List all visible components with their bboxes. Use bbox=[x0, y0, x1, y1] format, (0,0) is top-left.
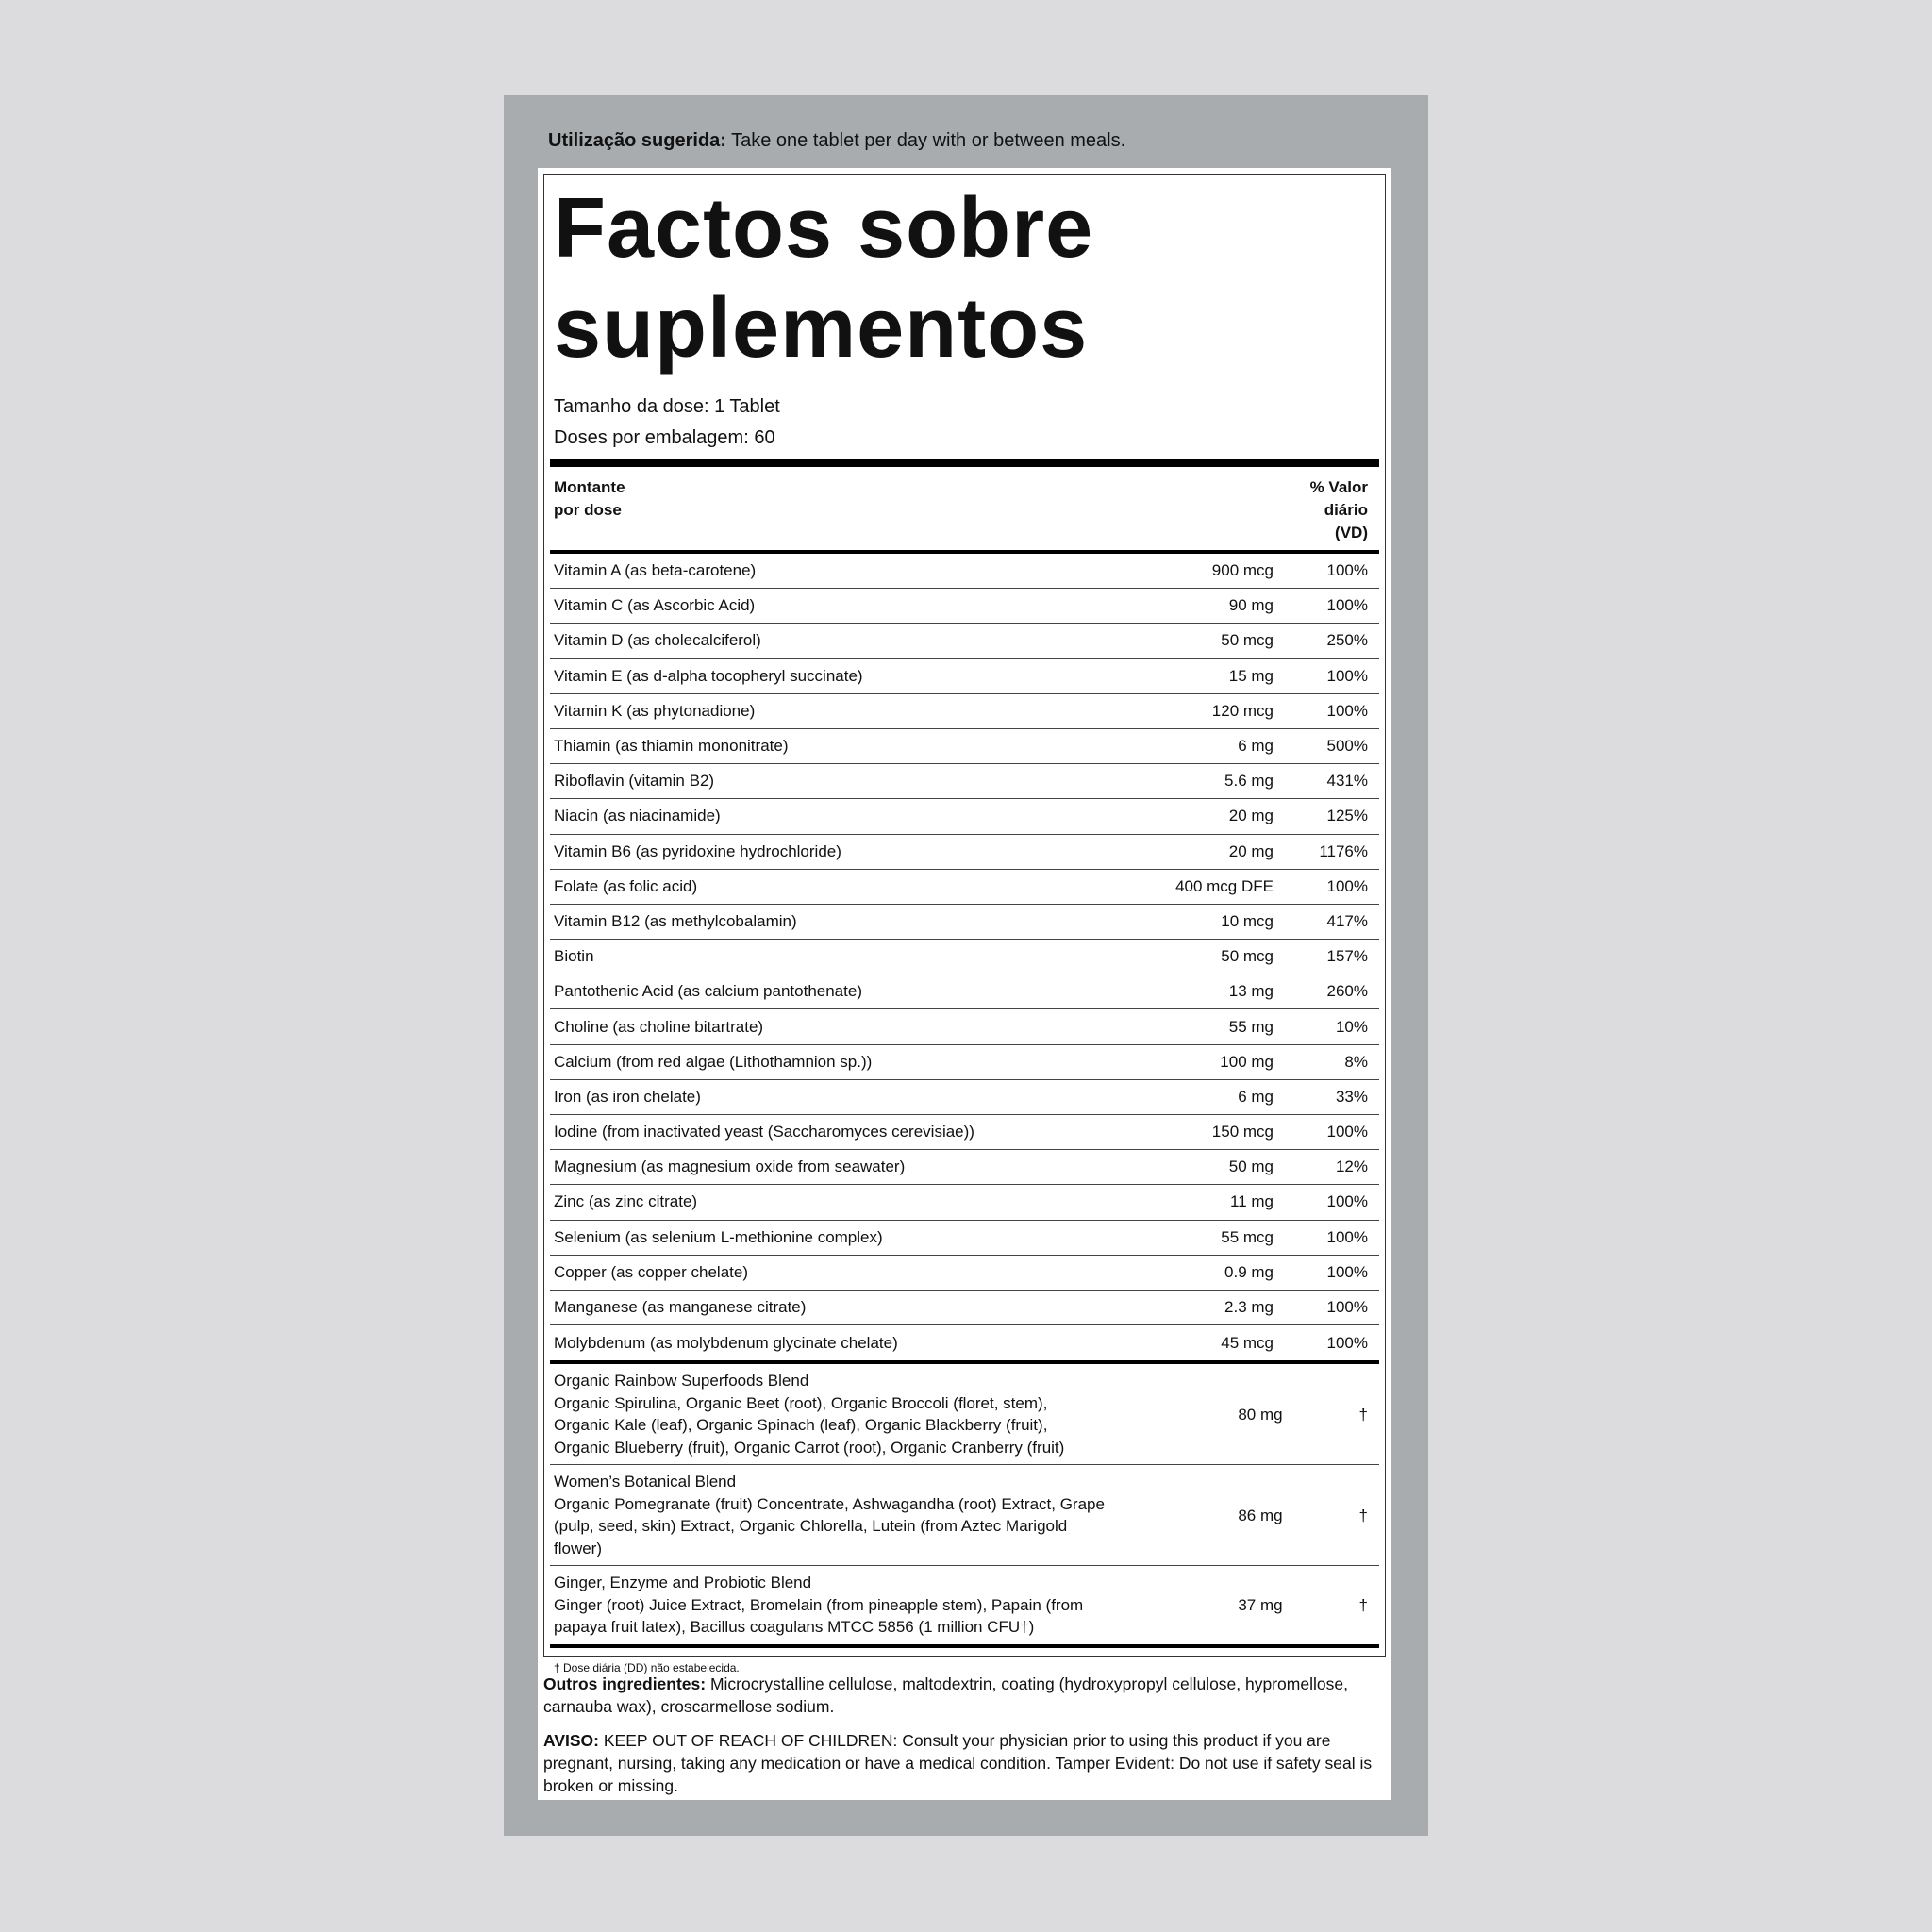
nutrient-daily-value: 260% bbox=[1326, 982, 1368, 1001]
nutrient-daily-value: 100% bbox=[1326, 666, 1368, 685]
nutrient-name: Thiamin (as thiamin mononitrate) bbox=[554, 737, 789, 756]
warning bbox=[543, 1729, 1383, 1797]
nutrient-amount: 55 mcg bbox=[1221, 1227, 1274, 1246]
nutrient-name: Vitamin B12 (as methylcobalamin) bbox=[554, 911, 797, 930]
nutrient-row bbox=[550, 659, 1379, 694]
nutrient-daily-value: 8% bbox=[1344, 1052, 1368, 1071]
nutrient-row bbox=[550, 764, 1379, 799]
blend-ingredients: Organic Pomegranate (fruit) Concentrate, Ashwagandha (root) Extract, Grape (pulp, seed, skin) Extract, Organic Chlorella, Lutein (from Aztec Marigold flower) bbox=[554, 1494, 1105, 1557]
nutrient-daily-value: 100% bbox=[1326, 1262, 1368, 1281]
nutrient-name: Zinc (as zinc citrate) bbox=[554, 1192, 698, 1211]
header-right-line1: % Valor bbox=[1309, 478, 1368, 496]
nutrient-amount: 50 mcg bbox=[1221, 947, 1274, 966]
nutrient-daily-value: 417% bbox=[1326, 911, 1368, 930]
nutrient-amount: 100 mg bbox=[1220, 1052, 1274, 1071]
nutrient-daily-value: 100% bbox=[1326, 876, 1368, 895]
supplement-facts-box bbox=[543, 174, 1386, 1674]
nutrient-name: Molybdenum (as molybdenum glycinate chelate) bbox=[554, 1333, 898, 1352]
nutrient-daily-value: 431% bbox=[1326, 772, 1368, 791]
serving-info bbox=[554, 391, 1379, 454]
blend-ingredients: Organic Spirulina, Organic Beet (root), Organic Broccoli (floret, stem), Organic Kale (leaf), Organic Spinach (leaf), Organic Blackberry (fruit), Organic Blueberry (fruit), Organic Carrot (root), Organic Cranberry (fruit) bbox=[554, 1393, 1065, 1457]
nutrient-row bbox=[550, 1009, 1379, 1044]
nutrient-daily-value: 100% bbox=[1326, 596, 1368, 615]
suggested-use-text: Take one tablet per day with or between meals. bbox=[725, 130, 1126, 151]
nutrient-amount: 50 mcg bbox=[1221, 631, 1274, 650]
nutrient-daily-value: 100% bbox=[1326, 701, 1368, 720]
blend-row bbox=[550, 1364, 1379, 1465]
divider-thick bbox=[550, 459, 1379, 467]
nutrient-name: Vitamin B6 (as pyridoxine hydrochloride) bbox=[554, 841, 841, 860]
blend-rows bbox=[550, 1364, 1379, 1644]
nutrient-name: Magnesium (as magnesium oxide from seawater) bbox=[554, 1158, 906, 1176]
nutrient-row bbox=[550, 799, 1379, 834]
blend-title: Ginger, Enzyme and Probiotic Blend bbox=[554, 1574, 812, 1592]
nutrient-name: Manganese (as manganese citrate) bbox=[554, 1298, 807, 1317]
nutrient-amount: 150 mcg bbox=[1211, 1123, 1274, 1141]
nutrient-amount: 900 mcg bbox=[1211, 561, 1274, 580]
table-header bbox=[550, 467, 1379, 550]
nutrient-name: Iron (as iron chelate) bbox=[554, 1087, 701, 1106]
nutrient-row bbox=[550, 870, 1379, 905]
blend-title: Organic Rainbow Superfoods Blend bbox=[554, 1372, 809, 1391]
facts-title-line2: suplementos bbox=[554, 281, 1089, 375]
nutrient-row bbox=[550, 905, 1379, 940]
nutrient-name: Vitamin K (as phytonadione) bbox=[554, 701, 756, 720]
blend-amount: 37 mg bbox=[1238, 1595, 1283, 1614]
nutrient-row bbox=[550, 554, 1379, 589]
blend-daily-value: † bbox=[1358, 1405, 1368, 1424]
suggested-use-label: Utilização sugerida: bbox=[548, 130, 726, 151]
nutrient-name: Niacin (as niacinamide) bbox=[554, 807, 721, 825]
blend-daily-value: † bbox=[1358, 1506, 1368, 1524]
nutrient-daily-value: 100% bbox=[1326, 561, 1368, 580]
nutrient-daily-value: 100% bbox=[1326, 1333, 1368, 1352]
nutrient-name: Biotin bbox=[554, 947, 594, 966]
nutrient-daily-value: 500% bbox=[1326, 737, 1368, 756]
nutrient-amount: 45 mcg bbox=[1221, 1333, 1274, 1352]
facts-title bbox=[554, 178, 1379, 378]
nutrient-amount: 400 mcg DFE bbox=[1175, 876, 1274, 895]
nutrient-row bbox=[550, 1185, 1379, 1220]
nutrient-daily-value: 100% bbox=[1326, 1298, 1368, 1317]
nutrient-name: Selenium (as selenium L-methionine complex) bbox=[554, 1227, 883, 1246]
nutrient-name: Vitamin A (as beta-carotene) bbox=[554, 561, 757, 580]
other-ingredients-text: Microcrystalline cellulose, maltodextrin, coating (hydroxypropyl cellulose, hypromellose, carnauba wax), croscarmellose sodium. bbox=[543, 1674, 1348, 1716]
blend-amount: 80 mg bbox=[1238, 1405, 1283, 1424]
nutrient-row bbox=[550, 940, 1379, 974]
nutrient-amount: 55 mg bbox=[1228, 1017, 1274, 1036]
nutrient-row bbox=[550, 694, 1379, 729]
suggested-use bbox=[548, 127, 1125, 154]
nutrient-daily-value: 250% bbox=[1326, 631, 1368, 650]
blend-title: Women’s Botanical Blend bbox=[554, 1473, 737, 1491]
nutrient-amount: 0.9 mg bbox=[1224, 1262, 1274, 1281]
blend-text bbox=[554, 1370, 1106, 1458]
nutrient-row bbox=[550, 1256, 1379, 1291]
header-right-line2: diário bbox=[1324, 501, 1368, 519]
nutrient-daily-value: 100% bbox=[1326, 1227, 1368, 1246]
nutrient-daily-value: 125% bbox=[1326, 807, 1368, 825]
nutrient-daily-value: 100% bbox=[1326, 1123, 1368, 1141]
nutrient-name: Folate (as folic acid) bbox=[554, 876, 698, 895]
nutrient-rows bbox=[550, 554, 1379, 1360]
nutrient-daily-value: 100% bbox=[1326, 1192, 1368, 1211]
nutrient-row bbox=[550, 974, 1379, 1009]
warning-text: KEEP OUT OF REACH OF CHILDREN: Consult your physician prior to using this product if you are pregnant, nursing, taking any medication or have a medical condition. Tamper Evident: Do not use if safety seal is broken or missing. bbox=[543, 1731, 1373, 1795]
header-daily-value bbox=[1310, 476, 1368, 544]
header-amount-per-serving bbox=[554, 476, 625, 544]
nutrient-daily-value: 157% bbox=[1326, 947, 1368, 966]
nutrient-name: Copper (as copper chelate) bbox=[554, 1262, 749, 1281]
nutrient-amount: 20 mg bbox=[1228, 807, 1274, 825]
nutrient-name: Calcium (from red algae (Lithothamnion sp.)) bbox=[554, 1052, 873, 1071]
nutrient-name: Choline (as choline bitartrate) bbox=[554, 1017, 764, 1036]
nutrient-amount: 10 mcg bbox=[1221, 911, 1274, 930]
serving-size: Tamanho da dose: 1 Tablet bbox=[554, 396, 780, 417]
nutrient-amount: 6 mg bbox=[1238, 1087, 1274, 1106]
nutrient-daily-value: 33% bbox=[1335, 1087, 1368, 1106]
blend-daily-value: † bbox=[1358, 1595, 1368, 1614]
nutrient-amount: 90 mg bbox=[1228, 596, 1274, 615]
blend-text bbox=[554, 1572, 1106, 1639]
nutrient-daily-value: 1176% bbox=[1319, 841, 1368, 860]
nutrient-row bbox=[550, 589, 1379, 624]
blend-row bbox=[550, 1465, 1379, 1566]
label-panel bbox=[504, 95, 1428, 1836]
nutrient-amount: 5.6 mg bbox=[1224, 772, 1274, 791]
nutrient-row bbox=[550, 729, 1379, 764]
header-left-line1: Montante bbox=[554, 478, 625, 496]
footnote: † Dose diária (DD) não estabelecida. bbox=[554, 1660, 740, 1674]
blend-row bbox=[550, 1566, 1379, 1644]
nutrient-amount: 120 mcg bbox=[1211, 701, 1274, 720]
nutrient-amount: 13 mg bbox=[1228, 982, 1274, 1001]
blend-amount: 86 mg bbox=[1238, 1506, 1283, 1524]
header-left-line2: por dose bbox=[554, 501, 622, 519]
other-ingredients bbox=[543, 1673, 1383, 1718]
nutrient-row bbox=[550, 1291, 1379, 1325]
nutrient-daily-value: 12% bbox=[1335, 1158, 1368, 1176]
nutrient-row bbox=[550, 1325, 1379, 1360]
nutrient-amount: 20 mg bbox=[1228, 841, 1274, 860]
warning-label: AVISO: bbox=[543, 1731, 599, 1750]
nutrient-amount: 11 mg bbox=[1230, 1192, 1274, 1211]
header-right-line3: (VD) bbox=[1335, 524, 1368, 541]
nutrient-name: Riboflavin (vitamin B2) bbox=[554, 772, 715, 791]
nutrient-row bbox=[550, 1150, 1379, 1185]
nutrient-daily-value: 10% bbox=[1335, 1017, 1368, 1036]
label-sheet bbox=[538, 168, 1391, 1800]
nutrient-row bbox=[550, 1080, 1379, 1115]
nutrient-amount: 2.3 mg bbox=[1224, 1298, 1274, 1317]
other-ingredients-label: Outros ingredientes: bbox=[543, 1674, 707, 1693]
nutrient-name: Iodine (from inactivated yeast (Saccharomyces cerevisiae)) bbox=[554, 1123, 974, 1141]
blend-text bbox=[554, 1471, 1106, 1559]
nutrient-name: Pantothenic Acid (as calcium pantothenate) bbox=[554, 982, 862, 1001]
nutrient-row bbox=[550, 1115, 1379, 1150]
nutrient-row bbox=[550, 835, 1379, 870]
nutrient-name: Vitamin E (as d-alpha tocopheryl succinate) bbox=[554, 666, 863, 685]
nutrient-row bbox=[550, 1221, 1379, 1256]
nutrient-amount: 15 mg bbox=[1228, 666, 1274, 685]
nutrient-name: Vitamin C (as Ascorbic Acid) bbox=[554, 596, 756, 615]
nutrient-name: Vitamin D (as cholecalciferol) bbox=[554, 631, 761, 650]
nutrient-amount: 6 mg bbox=[1238, 737, 1274, 756]
nutrient-amount: 50 mg bbox=[1228, 1158, 1274, 1176]
nutrient-row bbox=[550, 624, 1379, 658]
blend-ingredients: Ginger (root) Juice Extract, Bromelain (from pineapple stem), Papain (from papaya fruit latex), Bacillus coagulans MTCC 5856 (1 million CFU†) bbox=[554, 1595, 1084, 1637]
servings-per-container: Doses por embalagem: 60 bbox=[554, 427, 775, 448]
nutrient-row bbox=[550, 1045, 1379, 1080]
facts-title-line1: Factos sobre bbox=[554, 181, 1094, 275]
